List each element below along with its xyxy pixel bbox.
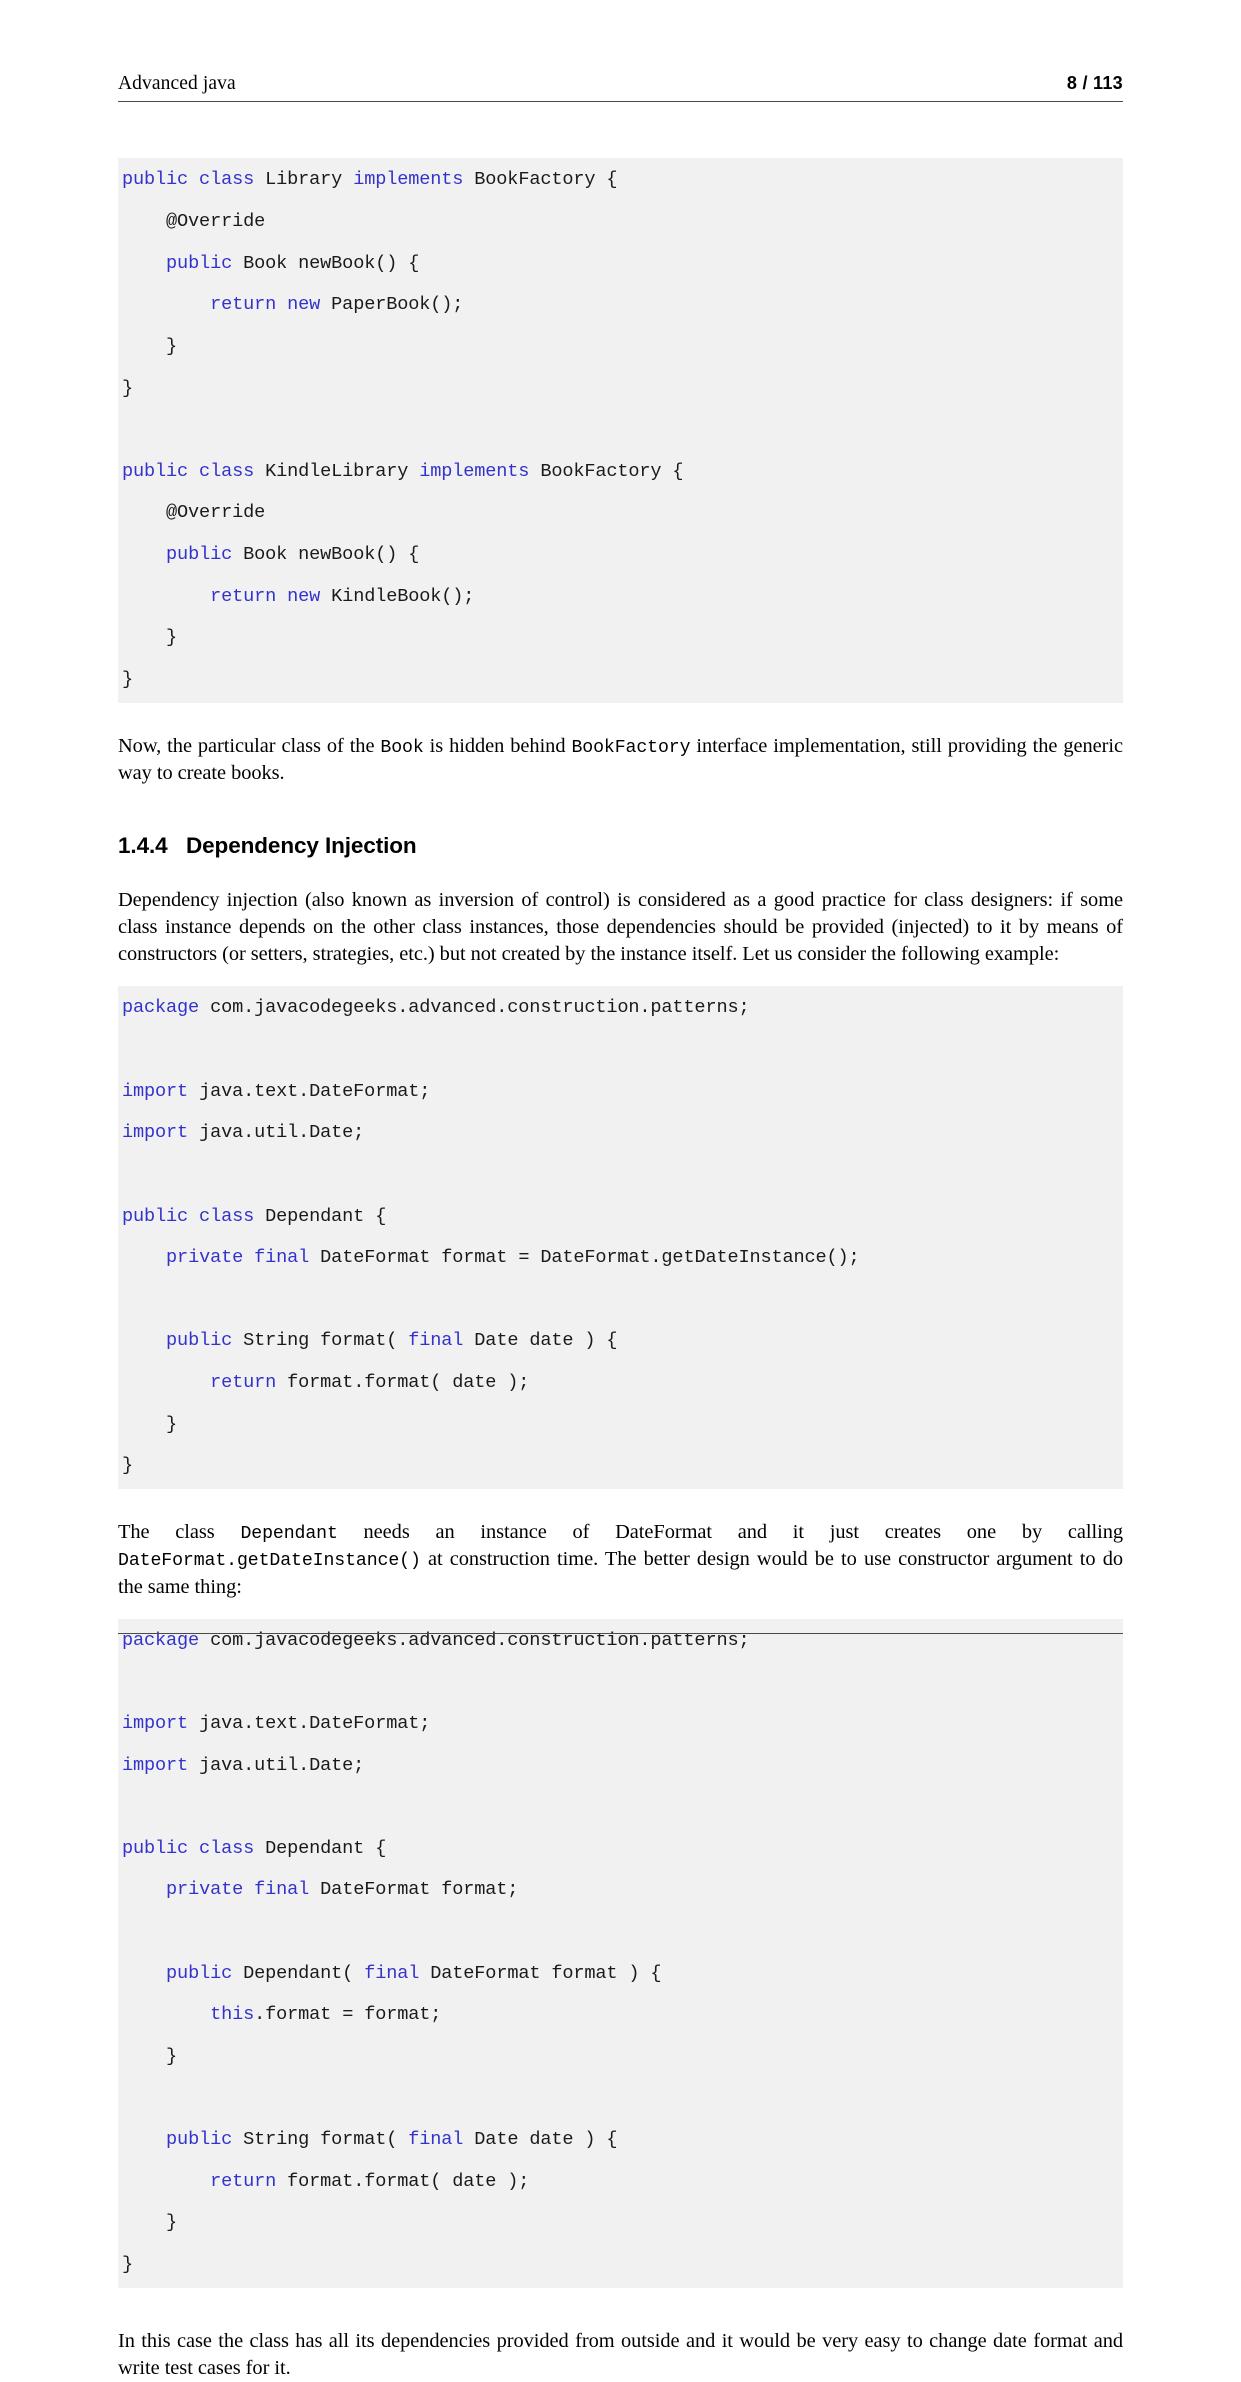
text-fragment: The class [118, 1521, 241, 1544]
code-keyword: package [122, 997, 211, 1019]
code-text [122, 1372, 210, 1393]
code-keyword: implements [419, 460, 541, 482]
text-fragment: at construction time. The better design would be to use constructor argument to do the same thing: [118, 1548, 1123, 1598]
code-text [122, 2004, 210, 2025]
code-text: Date date ) { [474, 1330, 618, 1352]
code-keyword: public class [122, 169, 266, 191]
code-text: DateFormat format ) { [430, 1962, 662, 1984]
code-text [122, 586, 210, 607]
code-text: PaperBook(); [331, 294, 464, 316]
text-fragment: needs an instance of DateFormat and it just creates one by calling [337, 1521, 1123, 1544]
code-line [122, 2255, 1123, 2276]
code-text [122, 544, 166, 565]
code-keyword: final [408, 1330, 475, 1352]
code-text: } [122, 1455, 134, 1477]
footer-divider [118, 1633, 1123, 1634]
code-text: BookFactory { [540, 460, 684, 482]
code-text: DateFormat format = DateFormat.getDateInstance(); [320, 1247, 860, 1269]
code-keyword: import [122, 1754, 200, 1776]
code-keyword: public [166, 252, 244, 274]
inline-code-bookfactory: BookFactory [571, 737, 691, 758]
code-line [122, 1964, 1123, 1985]
code-line [122, 462, 1123, 483]
code-text: String format( [243, 2129, 409, 2151]
code-line [122, 1123, 1123, 1144]
code-line [122, 2172, 1123, 2193]
code-line [122, 1207, 1123, 1228]
code-keyword: implements [353, 169, 475, 191]
code-line [122, 1248, 1123, 1269]
code-line [122, 1165, 1123, 1186]
code-line [122, 1839, 1123, 1860]
code-line [122, 1331, 1123, 1352]
code-text [122, 1247, 166, 1268]
code-text: String format( [243, 1330, 409, 1352]
code-line [122, 1040, 1123, 1061]
code-line [122, 1456, 1123, 1477]
code-line [122, 337, 1123, 358]
code-line [122, 295, 1123, 316]
code-keyword: public [166, 1330, 244, 1352]
code-text: format.format( date ); [287, 1372, 530, 1394]
code-keyword: import [122, 1122, 200, 1144]
paragraph-conclusion: In this case the class has all its dependencies provided from outside and it would be very easy to change date format and write test cases for it. [118, 2329, 1123, 2379]
code-line [122, 1373, 1123, 1394]
running-head [118, 0, 1123, 95]
code-text [122, 253, 166, 274]
code-text: } [122, 2254, 134, 2275]
code-line [122, 670, 1123, 691]
code-line [122, 254, 1123, 275]
code-keyword: return new [210, 585, 332, 607]
inline-code-book: Book [380, 737, 424, 758]
code-keyword: this [210, 2004, 255, 2026]
code-text: Dependant { [265, 1837, 387, 1859]
code-text: java.text.DateFormat; [199, 1712, 431, 1734]
code-keyword: final [408, 2129, 475, 2151]
code-text: } [122, 627, 178, 649]
section-heading-dependency-injection [118, 833, 1123, 859]
code-text: } [122, 2045, 178, 2067]
code-line [122, 998, 1123, 1019]
code-line [122, 2089, 1123, 2110]
page-indicator: 8 / 113 [1066, 73, 1123, 93]
code-line [122, 379, 1123, 400]
code-text: Dependant( [243, 1962, 365, 1984]
code-keyword: public class [122, 1837, 266, 1859]
code-line [122, 1672, 1123, 1693]
code-text [122, 294, 210, 315]
code-text [122, 2129, 166, 2150]
section-number: 1.4.4 [118, 833, 168, 859]
code-text: Dependant { [265, 1205, 387, 1227]
code-text: java.util.Date; [199, 1122, 365, 1144]
inline-code-dependant: Dependant [240, 1524, 338, 1545]
code-text [122, 2171, 210, 2192]
code-text: Book newBook() { [243, 544, 420, 566]
code-text: com.javacodegeeks.advanced.construction.patterns; [210, 997, 750, 1019]
code-line [122, 1082, 1123, 1103]
code-line [122, 628, 1123, 649]
code-text: @Override [122, 211, 266, 233]
code-line [122, 1797, 1123, 1818]
code-text [122, 1330, 166, 1351]
code-keyword: package [122, 1629, 211, 1651]
code-text: com.javacodegeeks.advanced.construction.patterns; [210, 1629, 750, 1651]
code-keyword: public [166, 2129, 244, 2151]
code-text: } [122, 1413, 178, 1435]
code-line [122, 2213, 1123, 2234]
code-text [122, 1963, 166, 1984]
code-line [122, 545, 1123, 566]
paragraph-after-dependant [118, 1519, 1123, 1601]
code-line [122, 587, 1123, 608]
inline-code-getdateinstance: DateFormat.getDateInstance() [118, 1551, 421, 1572]
code-line [122, 1880, 1123, 1901]
code-text: BookFactory { [474, 169, 618, 191]
code-keyword: private final [166, 1879, 321, 1901]
code-line [122, 1714, 1123, 1735]
code-keyword: return [210, 1372, 288, 1394]
code-keyword: public class [122, 460, 266, 482]
code-text: java.util.Date; [199, 1754, 365, 1776]
code-keyword: public [166, 544, 244, 566]
code-line [122, 1290, 1123, 1311]
code-line [122, 2130, 1123, 2151]
code-keyword: public class [122, 1205, 266, 1227]
code-text: DateFormat format; [320, 1879, 519, 1901]
text-fragment: Now, the particular class of the [118, 734, 381, 757]
code-line [122, 503, 1123, 524]
code-keyword: public [166, 1962, 244, 1984]
section-title: Dependency Injection [186, 833, 417, 859]
code-block-dependant-before [118, 986, 1123, 1489]
code-text: java.text.DateFormat; [199, 1080, 431, 1102]
code-text: format.format( date ); [287, 2170, 530, 2192]
paragraph-after-factory [118, 733, 1123, 787]
code-line [122, 1922, 1123, 1943]
code-keyword: return new [210, 294, 332, 316]
text-fragment: is hidden behind [423, 734, 572, 757]
code-text: KindleLibrary [265, 460, 420, 482]
code-text [122, 1879, 166, 1900]
code-keyword: import [122, 1712, 200, 1734]
code-text: } [122, 668, 134, 690]
code-text: .format = format; [254, 2004, 442, 2026]
code-text: @Override [122, 502, 266, 524]
code-keyword: import [122, 1080, 200, 1102]
document-title: Advanced java [118, 73, 236, 94]
code-block-factory-implementations [118, 158, 1123, 702]
code-text: Library [265, 169, 354, 191]
text-fragment: interface implementation, still providing the generic way to create books. [118, 734, 1123, 784]
paragraph-di-intro: Dependency injection (also known as inversion of control) is considered as a good practice for class designers: if some class instance depends on the other class instances, those dependencies should be provided (injected) to it by means of constructors (or setters, strategies, etc.) but not created by the instance itself. Let us consider the following example: [118, 889, 1123, 966]
code-keyword: final [364, 1962, 431, 1984]
code-text: KindleBook(); [331, 585, 475, 607]
code-text: } [122, 335, 178, 357]
code-text: Date date ) { [474, 2129, 618, 2151]
code-keyword: private final [166, 1247, 321, 1269]
code-line [122, 2047, 1123, 2068]
code-line [122, 420, 1123, 441]
code-line [122, 170, 1123, 191]
code-line [122, 1415, 1123, 1436]
code-line [122, 1756, 1123, 1777]
code-text: } [122, 377, 134, 399]
code-line [122, 2005, 1123, 2026]
code-text: } [122, 2212, 178, 2234]
code-keyword: return [210, 2170, 288, 2192]
code-block-dependant-after [118, 1619, 1123, 2288]
code-text: Book newBook() { [243, 252, 420, 274]
code-line [122, 212, 1123, 233]
